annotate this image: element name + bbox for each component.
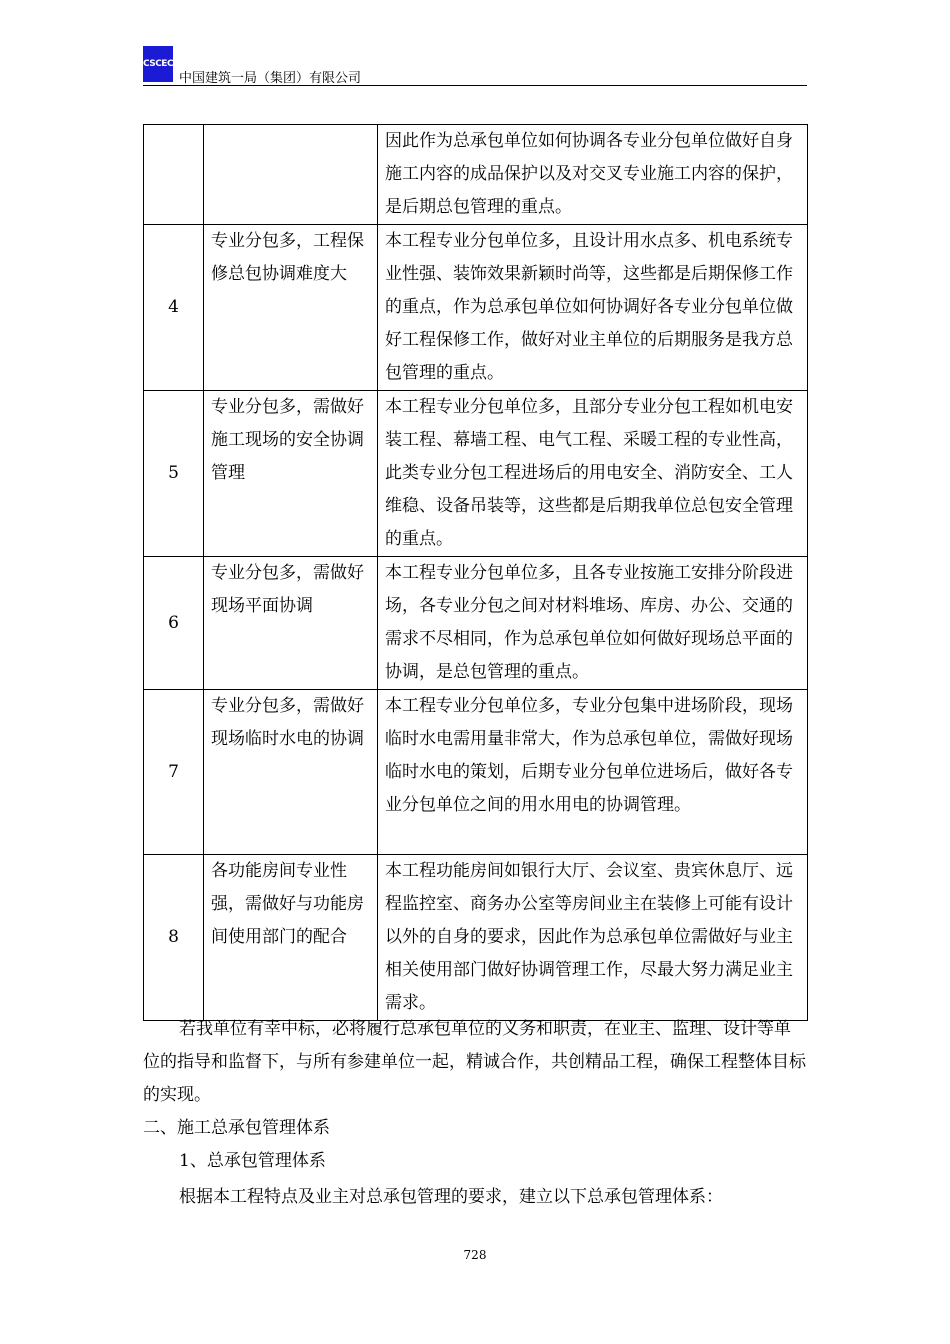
row-item: 专业分包多，需做好现场平面协调: [204, 557, 378, 690]
table-row: [144, 391, 808, 557]
intro-paragraph: 根据本工程特点及业主对总承包管理的要求，建立以下总承包管理体系：: [179, 1187, 723, 1207]
logo-text: CSCEC: [142, 58, 174, 69]
row-number: 7: [144, 690, 204, 855]
row-number: 4: [144, 225, 204, 391]
subsection-heading: 1、总承包管理体系: [179, 1151, 326, 1171]
row-content: 本工程专业分包单位多，专业分包集中进场阶段，现场临时水电需用量非常大，作为总承包单位，需做好现场临时水电的策划，后期专业分包单位进场后，做好各专业分包单位之间的用水用电的协调管理。: [378, 690, 808, 855]
row-content: 本工程专业分包单位多，且部分专业分包工程如机电安装工程、幕墙工程、电气工程、采暖工程的专业性高，此类专业分包工程进场后的用电安全、消防安全、工人维稳、设备吊装等，这些都是后期我单位总包安全管理的重点。: [378, 391, 808, 557]
row-content: 本工程专业分包单位多，且设计用水点多、机电系统专业性强、装饰效果新颖时尚等，这些都是后期保修工作的重点，作为总承包单位如何协调好各专业分包单位做好工程保修工作，做好对业主单位的后期服务是我方总包管理的重点。: [378, 225, 808, 391]
row-item: 专业分包多，需做好现场临时水电的协调: [204, 690, 378, 855]
table-row: [144, 690, 808, 855]
row-number: 5: [144, 391, 204, 557]
management-key-points-table: [143, 124, 808, 1021]
section-heading: 二、施工总承包管理体系: [143, 1118, 330, 1138]
row-number: [144, 125, 204, 225]
row-item: 专业分包多，需做好施工现场的安全协调管理: [204, 391, 378, 557]
table-row: [144, 557, 808, 690]
row-content: 本工程功能房间如银行大厅、会议室、贵宾休息厅、远程监控室、商务办公室等房间业主在装修上可能有设计以外的自身的要求，因此作为总承包单位需做好与业主相关使用部门做好协调管理工作，尽最大努力满足业主需求。: [378, 855, 808, 1021]
row-content: 本工程专业分包单位多，且各专业按施工安排分阶段进场，各专业分包之间对材料堆场、库房、办公、交通的需求不尽相同，作为总承包单位如何做好现场总平面的协调，是总包管理的重点。: [378, 557, 808, 690]
row-item: 各功能房间专业性强，需做好与功能房间使用部门的配合: [204, 855, 378, 1021]
row-content: 因此作为总承包单位如何协调各专业分包单位做好自身施工内容的成品保护以及对交叉专业施工内容的保护，是后期总包管理的重点。: [378, 125, 808, 225]
page-header: [143, 46, 807, 86]
header-rule: [143, 85, 807, 86]
row-number: 8: [144, 855, 204, 1021]
table-row: [144, 855, 808, 1021]
company-logo: [143, 46, 173, 82]
row-item: 专业分包多，工程保修总包协调难度大: [204, 225, 378, 391]
closing-paragraph: 若我单位有幸中标，必将履行总承包单位的义务和职责，在业主、监理、设计等单位的指导和监督下，与所有参建单位一起，精诚合作，共创精品工程，确保工程整体目标的实现。: [143, 1019, 806, 1105]
table-row: [144, 225, 808, 391]
row-number: 6: [144, 557, 204, 690]
row-item: [204, 125, 378, 225]
company-name: 中国建筑一局（集团）有限公司: [179, 71, 362, 86]
table-row: [144, 125, 808, 225]
page-number: 728: [463, 1248, 487, 1262]
